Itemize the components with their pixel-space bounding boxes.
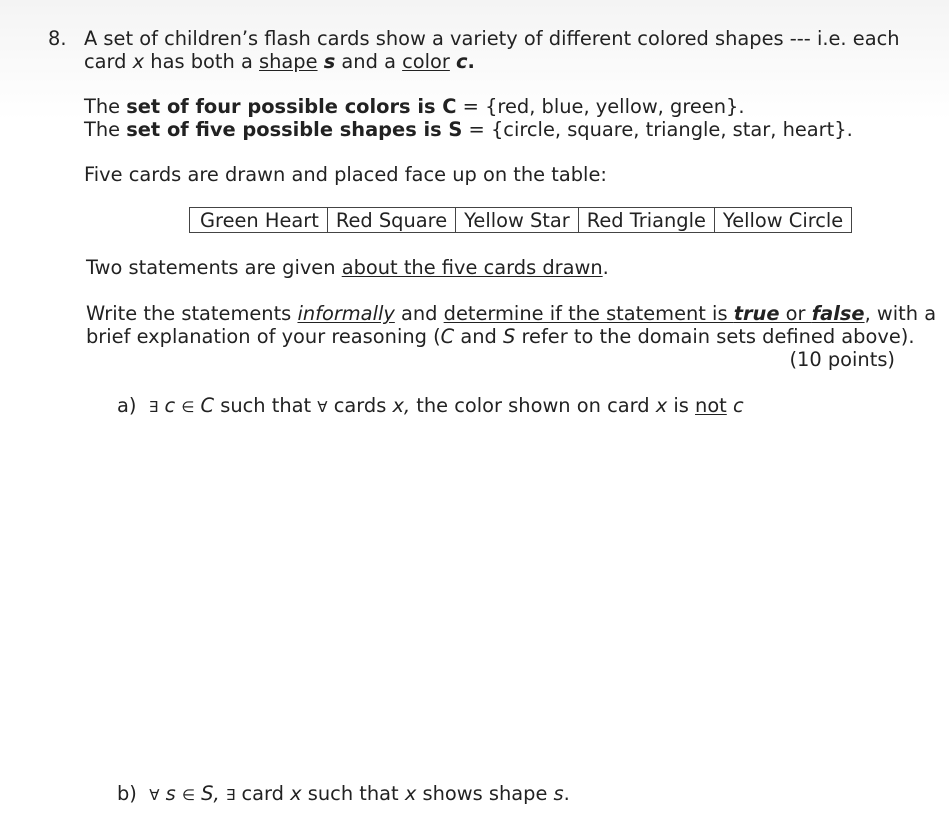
shapes-bold: set of five possible shapes is S [126,118,463,141]
cards-row [190,208,852,233]
element-of-symbol: ∈ [181,398,195,416]
part-b-text: shows shape [416,782,554,805]
part-a-text: the color shown on card [410,394,656,417]
instr-false: false [811,302,865,325]
card-cell: Green Heart [190,208,328,233]
intro-line-1: A set of children’s flash cards show a variety of different colored shapes --- i.e. each [84,27,900,50]
points-label: (10 points) [789,348,895,371]
var-x: x [290,782,302,805]
instr-text: and [394,302,444,325]
instr-determine-text: determine if the statement is [443,302,734,325]
instr-determine [444,302,865,325]
instr-true: true [733,302,780,325]
instructions-line-1 [86,302,936,325]
instr-text: Write the statements [86,302,298,325]
var-C: C [200,394,215,417]
set-definitions [84,95,853,141]
var-x: x, [392,394,411,417]
shapes-values: = {circle, square, triangle, star, heart}. [462,118,853,141]
colors-set [84,95,853,118]
colors-values: = {red, blue, yellow, green}. [456,95,745,118]
element-of-symbol: ∈ [181,786,195,804]
intro-line-2 [84,50,900,73]
statements-period: . [602,256,609,279]
var-c: c [164,394,176,417]
var-c: c [456,50,468,73]
statements-text: Two statements are given [86,256,342,279]
shapes-pre: The [84,118,127,141]
part-a-label: a) [117,394,137,417]
var-x: x [404,782,417,805]
exists-symbol: ∃ [225,786,236,804]
exists-symbol: ∃ [148,398,159,416]
var-s: s [323,50,336,73]
card-cell: Red Square [327,208,455,233]
instr-text: brief explanation of your reasoning ( [86,325,441,348]
drawn-cards-text: Five cards are drawn and placed face up on the table: [84,163,607,186]
part-a-statement [117,394,744,419]
card-cell: Yellow Circle [714,208,851,233]
forall-symbol: ∀ [317,398,328,416]
card-cell: Red Triangle [578,208,714,233]
part-a-text: cards [327,394,393,417]
instr-text: refer to the domain sets defined above). [515,325,915,348]
shapes-set [84,118,853,141]
color-term: color [402,50,450,73]
var-C: C [440,325,455,348]
part-b-period: . [563,782,570,805]
statements-underlined: about the five cards drawn [341,256,603,279]
part-b-text: card [235,782,291,805]
colors-pre: The [84,95,127,118]
cards-table [189,207,852,233]
instr-informally: informally [297,302,395,325]
statements-intro [86,256,609,279]
var-x: x [655,394,668,417]
part-b-text: such that [301,782,405,805]
instr-or: or [779,302,812,325]
var-s: s [553,782,564,805]
intro-text: has both a [144,50,260,73]
var-s: s [165,782,176,805]
part-a-text: such that [214,394,318,417]
part-a-text: is [667,394,696,417]
instructions-line-2 [86,325,936,348]
var-x: x [132,50,145,73]
part-b-statement [117,782,570,807]
instr-text: and [454,325,504,348]
intro-period: . [467,50,475,73]
card-cell: Yellow Star [456,208,579,233]
question-intro [84,27,900,73]
var-S: S, [201,782,220,805]
intro-text: card [84,50,133,73]
instr-text: , with a [864,302,937,325]
colors-bold: set of four possible colors is C [126,95,457,118]
var-S: S [503,325,516,348]
question-number: 8. [48,27,67,50]
intro-text: and a [335,50,403,73]
shape-term: shape [259,50,318,73]
not-underlined: not [695,394,727,417]
instructions [86,302,936,348]
part-b-label: b) [117,782,137,805]
forall-symbol: ∀ [149,786,160,804]
var-c: c [732,394,744,417]
